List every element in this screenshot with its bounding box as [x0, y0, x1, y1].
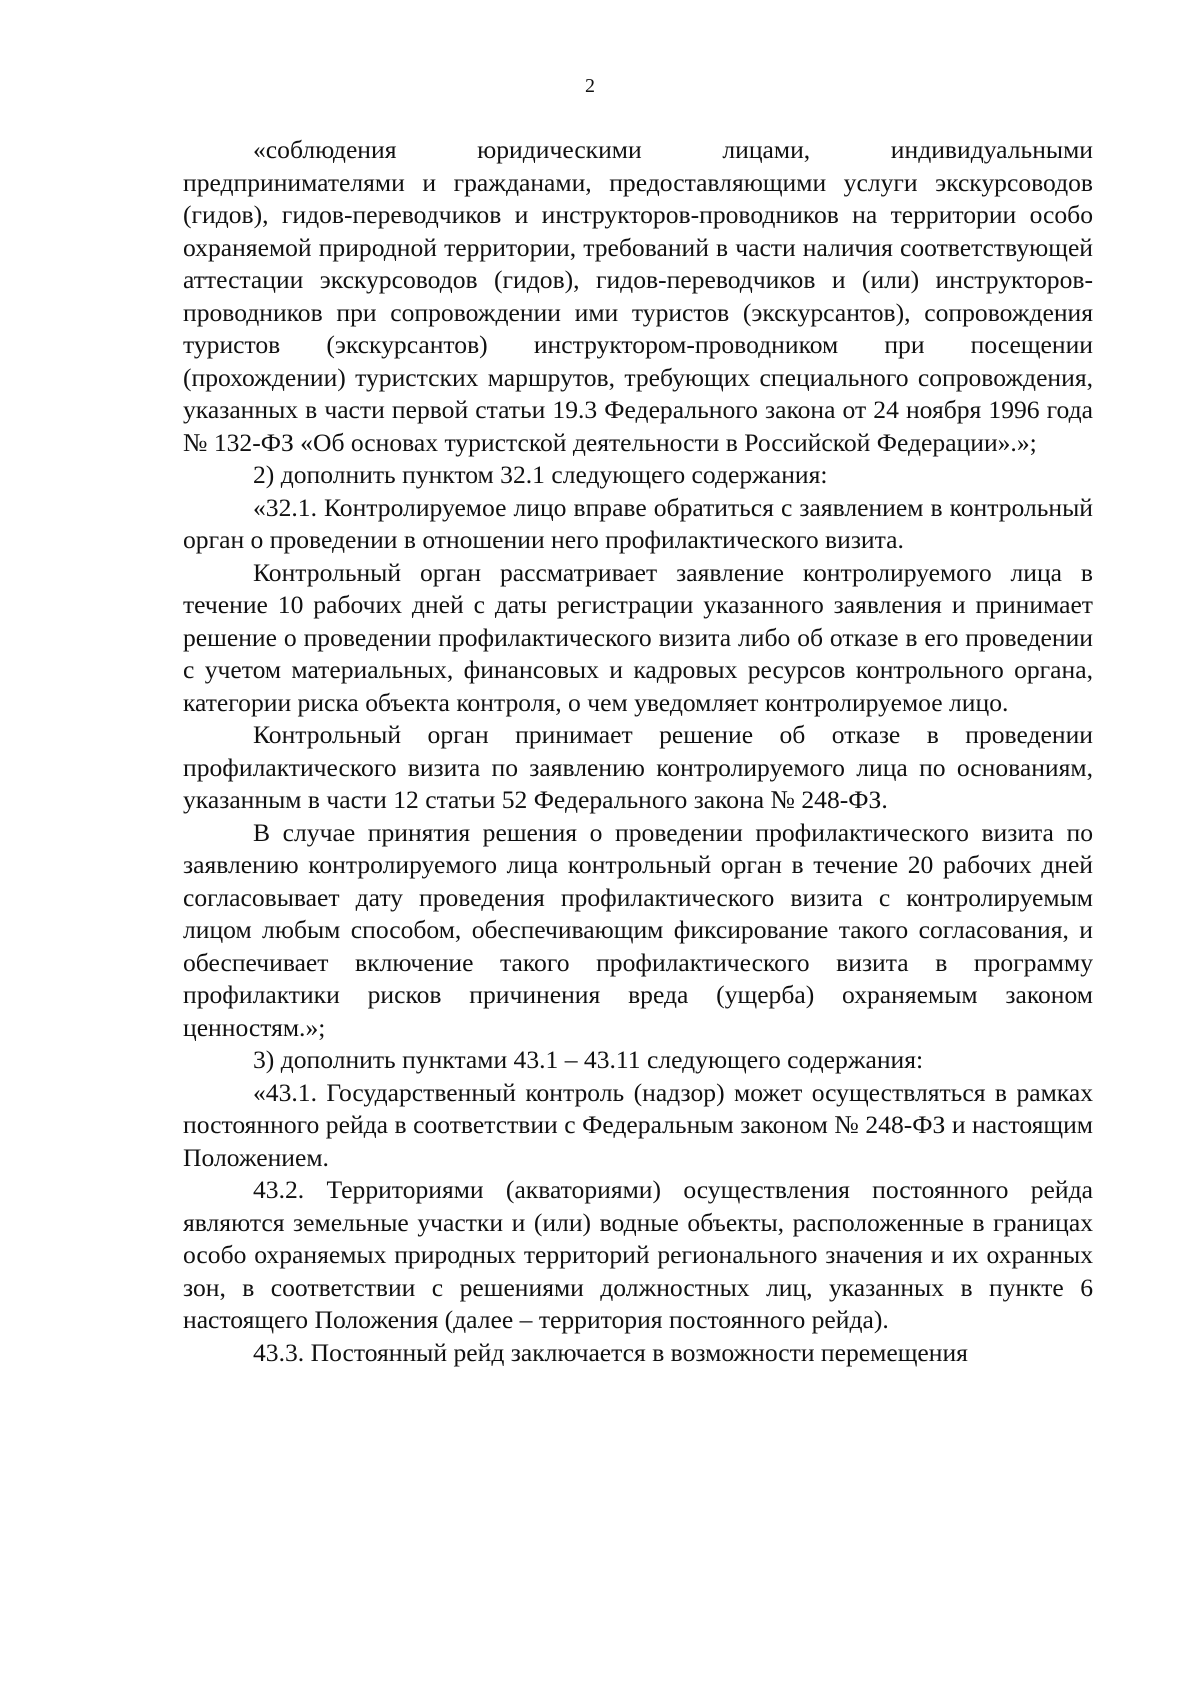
paragraph-visit-scheduling: В случае принятия решения о проведении профилактического визита по заявлению контролируемого лица контрольный орган в течение 20 рабочих дней согласовывает дату проведения профилактического визита с контролируемым лицом любым способом, обеспечивающим фиксирование такого согласования, и обеспечивает включение такого профилактического визита в программу профилактики рисков причинения вреда (ущерба) охраняемым законом ценностям.»;	[183, 817, 1093, 1042]
paragraph-clause-43-2: 43.2. Территориями (акваториями) осуществления постоянного рейда являются земельные участки и (или) водные объекты, расположенные в границах особо охраняемых природных территорий регионального значения и их охранных зон, в соответствии с решениями должностных лиц, указанных в пункте 6 настоящего Положения (далее – территория постоянного рейда).	[183, 1175, 1093, 1334]
paragraph-refusal-grounds: Контрольный орган принимает решение об отказе в проведении профилактического визита по заявлению контролируемого лица по основаниям, указанным в части 12 статьи 52 Федерального закона № 248-ФЗ.	[183, 720, 1093, 814]
paragraph-amendment-2: 2) дополнить пунктом 32.1 следующего содержания:	[253, 460, 828, 489]
paragraph-amendment-3: 3) дополнить пунктами 43.1 – 43.11 следующего содержания:	[253, 1045, 924, 1074]
page-number: 2	[585, 75, 595, 97]
paragraph-clause-43-3: 43.3. Постоянный рейд заключается в возможности перемещения	[253, 1337, 968, 1367]
paragraph-clause-43-1: «43.1. Государственный контроль (надзор) может осуществляться в рамках постоянного рейда в соответствии с Федеральным законом № 248-ФЗ и настоящим Положением.	[183, 1077, 1093, 1172]
paragraph-clause-32-1: «32.1. Контролируемое лицо вправе обратиться с заявлением в контрольный орган о проведении в отношении него профилактического визита.	[183, 492, 1093, 554]
paragraph-application-review: Контрольный орган рассматривает заявление контролируемого лица в течение 10 рабочих дней с даты регистрации указанного заявления и принимает решение о проведении профилактического визита либо об отказе в его проведении с учетом материальных, финансовых и кадровых ресурсов контрольного органа, категории риска объекта контроля, о чем уведомляет контролируемое лицо.	[183, 557, 1093, 717]
document-body	[183, 134, 1093, 1369]
paragraph-compliance-requirements: «соблюдения юридическими лицами, индивидуальными предпринимателями и гражданами, предоставляющими услуги экскурсоводов (гидов), гидов-переводчиков и инструкторов-проводников на территории особо охраняемой природной территории, требований в части наличия соответствующей аттестации экскурсоводов (гидов), гидов-переводчиков и (или) инструкторов-проводников при сопровождении ими туристов (экскурсантов), сопровождения туристов (экскурсантов) инструктором-проводником при посещении (прохождении) туристских маршрутов, требующих специального сопровождения, указанных в части первой статьи 19.3 Федерального закона от 24 ноября 1996 года № 132-ФЗ «Об основах туристской деятельности в Российской Федерации».»;	[183, 135, 1093, 457]
